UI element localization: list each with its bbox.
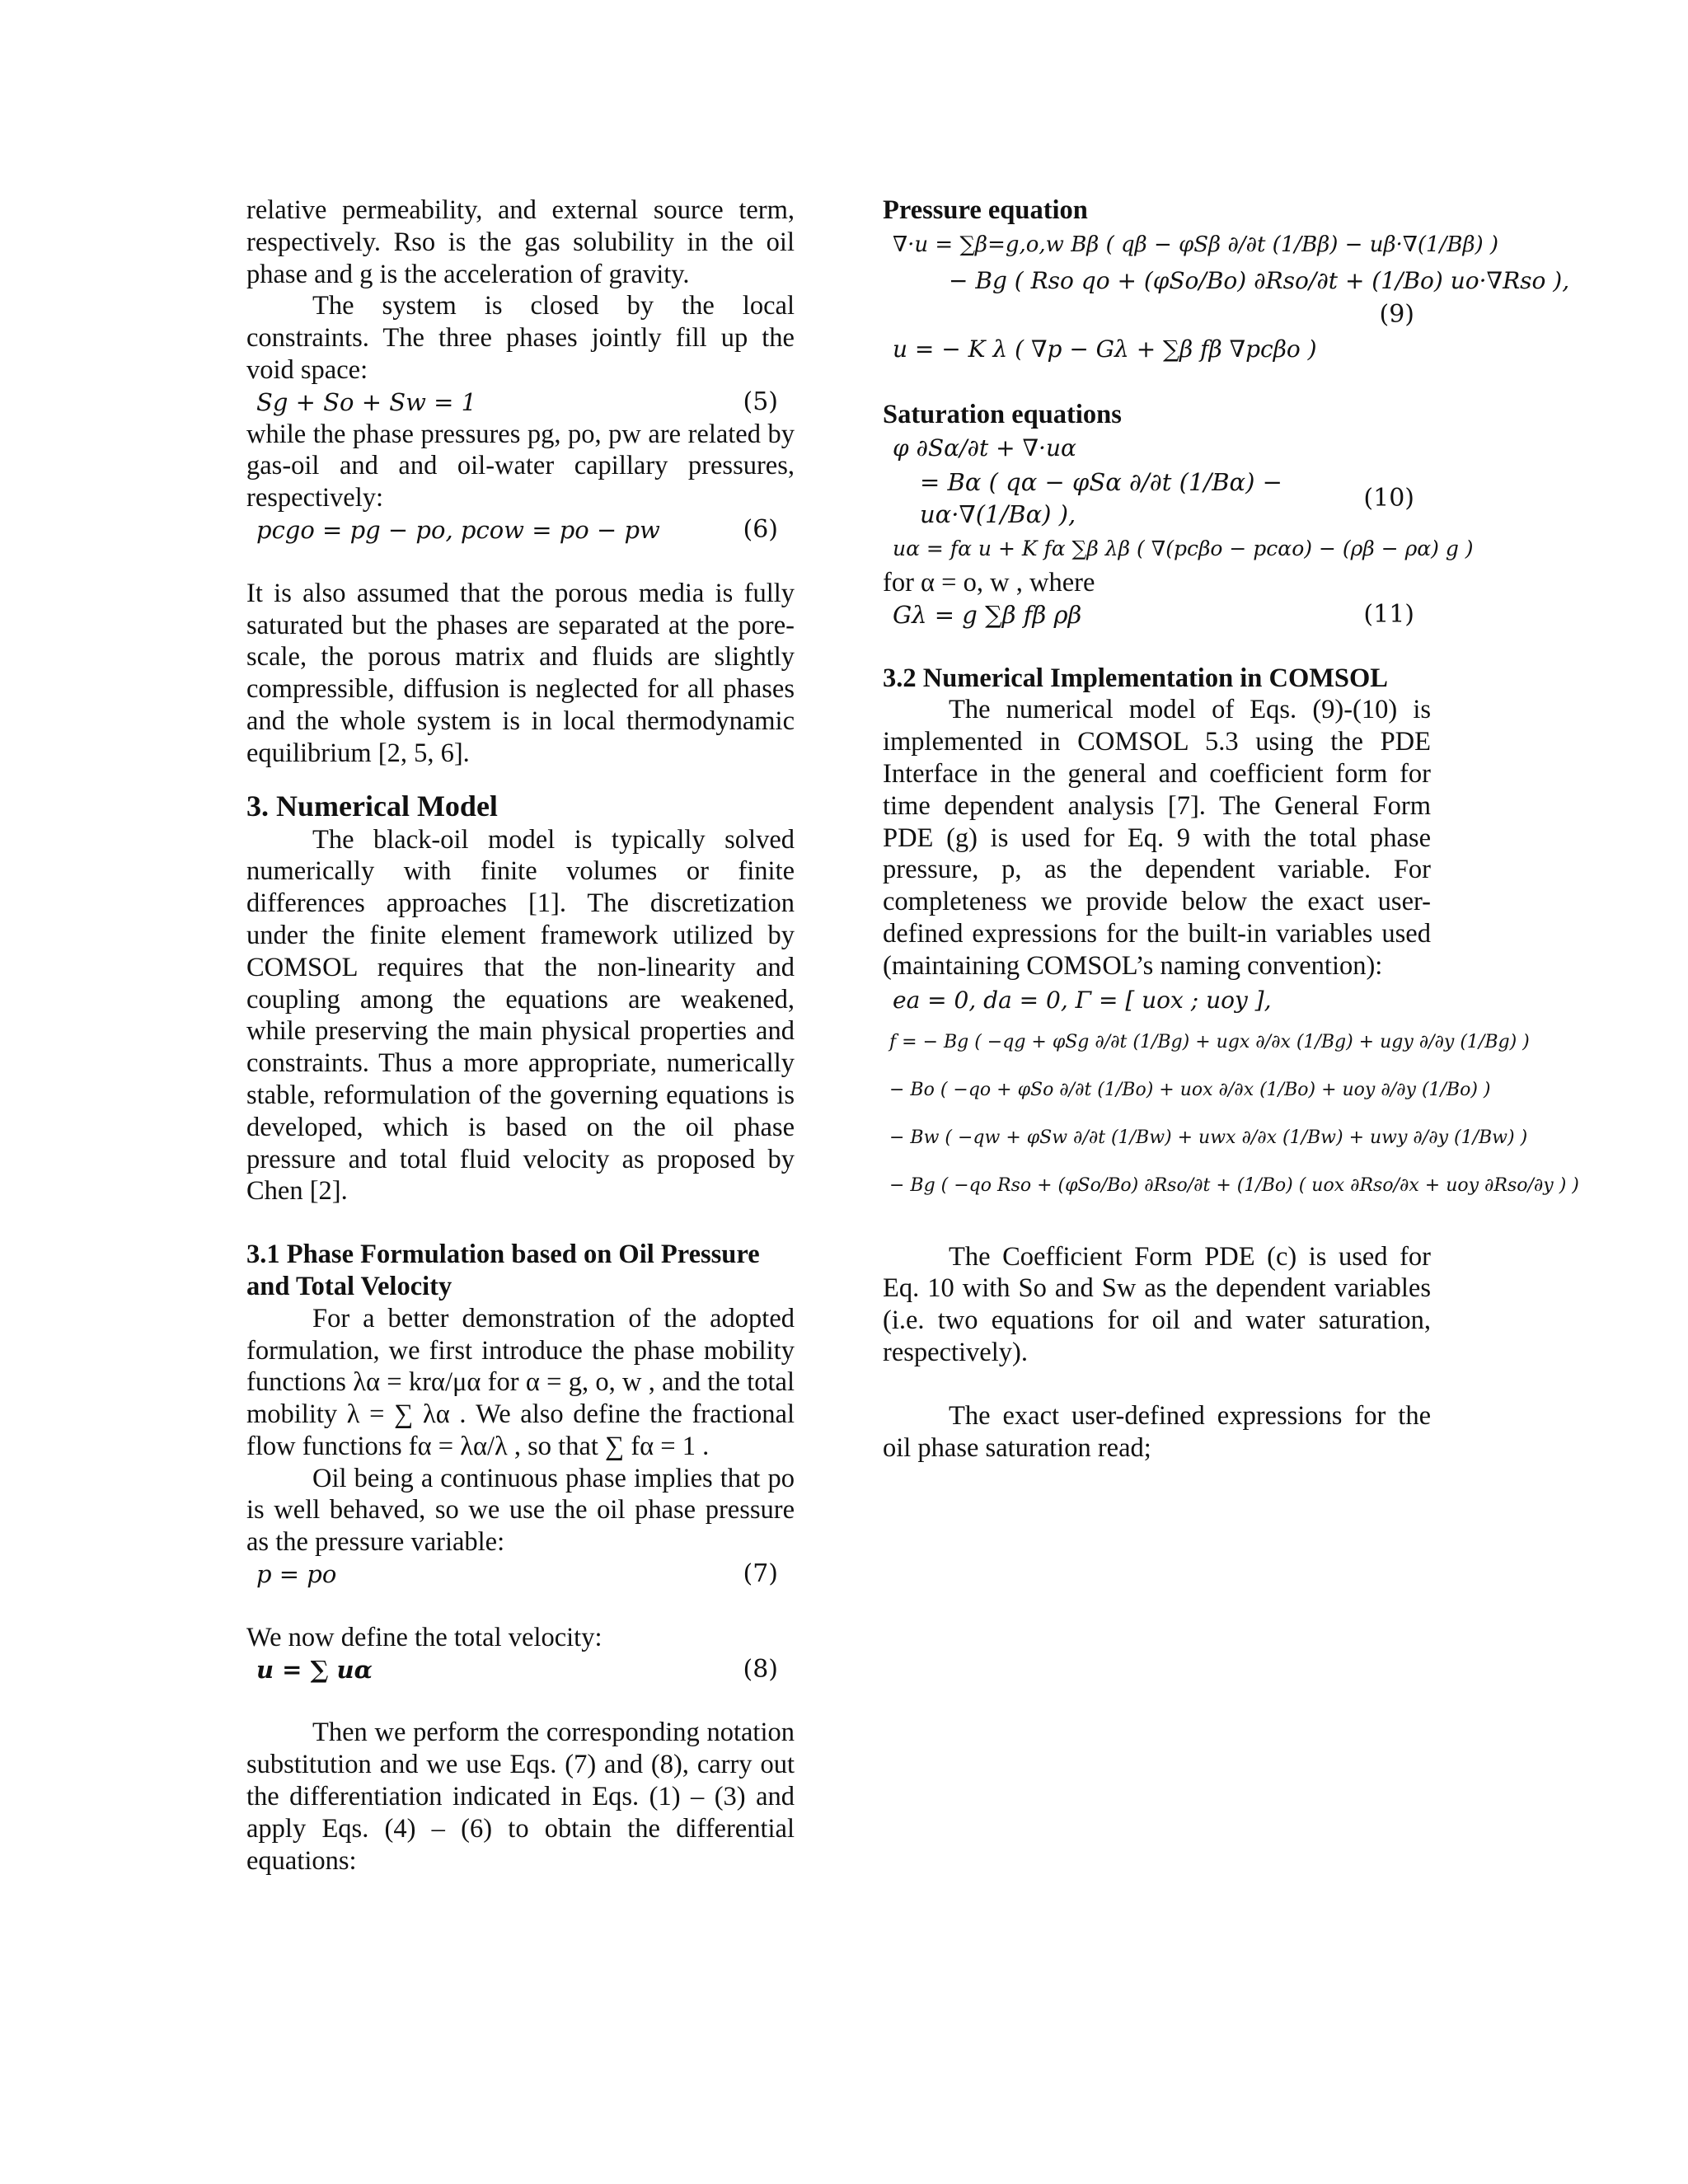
heading-saturation-equations: Saturation equations xyxy=(883,399,1122,429)
equation-5 xyxy=(246,387,795,419)
equation-8 xyxy=(246,1654,795,1686)
equation-11-formula: Gλ = g ∑β fβ ρβ xyxy=(893,600,1082,629)
paragraph-substitution: Then we perform the corresponding notation substitution and we use Eqs. (7) and (8), carry out the differentiation indicated in Eqs. (1) – (3) and apply Eqs. (4) – (6) to obtain the differential equations: xyxy=(246,1718,795,1876)
equation-6 xyxy=(246,514,795,546)
equation-7-formula: p = po xyxy=(256,1560,337,1589)
heading-pressure-equation: Pressure equation xyxy=(883,195,1088,225)
equation-11-number: (11) xyxy=(1363,599,1414,629)
equation-9-number: (9) xyxy=(1379,299,1414,329)
paragraph-oil-saturation: The exact user-defined expressions for the oil phase saturation read; xyxy=(883,1400,1431,1463)
paragraph-total-velocity: We now define the total velocity: xyxy=(246,1622,603,1652)
equation-10-line-1: φ ∂Sα/∂t + ∇·uα xyxy=(893,434,1076,462)
equation-10-line-3: uα = fα u + K fα ∑β λβ ( ∇(pcβo − pcαo) − (ρβ − ρα) g ) xyxy=(893,536,1474,560)
paragraph-mobility: For a better demonstration of the adopted formulation, we first introduce the phase mobility functions λα = krα/μα for α = g, o, w , and the total mobility λ = ∑ λα . We also define the fractional flow functions fα = λα/λ , so that ∑ fα = 1 . xyxy=(246,1303,795,1461)
equation-9-line-1: ∇·u = ∑β=g,o,w Bβ ( qβ − φSβ ∂/∂t (1/Bβ) − uβ·∇(1/Bβ) ) xyxy=(893,232,1499,257)
equation-7 xyxy=(246,1558,795,1591)
equation-8-number: (8) xyxy=(743,1654,778,1684)
equation-5-formula: Sg + So + Sw = 1 xyxy=(256,387,477,416)
equation-9-line-2: − Bg ( Rso qo + (φSo/Bo) ∂Rso/∂t + (1/Bo) uo·∇Rso ), xyxy=(949,266,1570,294)
paragraph-constraints: The system is closed by the local constraints. The three phases jointly fill up the void space: xyxy=(246,291,795,385)
equation-9-line-3: u = − K λ ( ∇p − Gλ + ∑β fβ ∇pcβo ) xyxy=(893,335,1317,363)
paragraph-assumptions: It is also assumed that the porous media is fully saturated but the phases are separated at the pore-scale, the porous matrix and fluids are slightly compressible, diffusion is neglected for all phases and the whole system is in local thermodynamic equilibrium [2, 5, 6]. xyxy=(246,578,795,768)
paragraph-black-oil: The black-oil model is typically solved numerically with finite volumes or finite differences approaches [1]. The discretization under the finite element framework utilized by COMSOL requires that the non-linearity and coupling among the equations are weakened, while preserving the main physical properties and constraints. Thus a more appropriate, numerically stable, reformulation of the governing equations is developed, which is based on the oil phase pressure and total fluid velocity as proposed by Chen [2]. xyxy=(246,824,795,1207)
left-column xyxy=(246,194,795,1877)
equation-f-line-3: − Bw ( −qw + φSw ∂/∂t (1/Bw) + uwx ∂/∂x (1/Bw) + uwy ∂/∂y (1/Bw) ) xyxy=(889,1127,1528,1148)
equation-7-number: (7) xyxy=(743,1559,778,1589)
equation-10-line-2-row xyxy=(883,466,1431,531)
equation-gamma: ea = 0, da = 0, Γ = [ uox ; uoy ], xyxy=(893,986,1272,1014)
right-column xyxy=(883,194,1579,1464)
paragraph-oil-phase: Oil being a continuous phase implies that po is well behaved, so we use the oil phase pressure as the pressure variable: xyxy=(246,1463,795,1558)
equation-6-number: (6) xyxy=(743,514,778,544)
equation-f-line-4: − Bg ( −qo Rso + (φSo/Bo) ∂Rso/∂t + (1/Bo) ( uox ∂Rso/∂x + uoy ∂Rso/∂y ) ) xyxy=(889,1174,1579,1196)
section-heading-numerical-model: 3. Numerical Model xyxy=(246,789,498,823)
equation-10-line-2: = Bα ( qα − φSα ∂/∂t (1/Bα) − uα·∇(1/Bα) ), xyxy=(920,468,1282,529)
equation-f-line-2: − Bo ( −qo + φSo ∂/∂t (1/Bo) + uox ∂/∂x (1/Bo) + uoy ∂/∂y (1/Bo) ) xyxy=(889,1079,1491,1100)
equation-5-number: (5) xyxy=(743,387,778,416)
paragraph-implementation: The numerical model of Eqs. (9)-(10) is implemented in COMSOL 5.3 using the PDE Interface in the general and coefficient form for time dependent analysis [7]. The General Form PDE (g) is used for Eq. 9 with the total phase pressure, p, as the dependent variable. For completeness we provide below the exact user-defined expressions for the built-in variables used (maintaining COMSOL’s naming convention): xyxy=(883,695,1431,981)
subsection-heading-3-1: 3.1 Phase Formulation based on Oil Pressure and Total Velocity xyxy=(246,1240,760,1301)
equation-9-number-row xyxy=(883,299,1431,331)
equation-6-formula: pcgo = pg − po, pcow = po − pw xyxy=(256,515,660,544)
equation-8-formula: u = ∑ uα xyxy=(256,1655,373,1684)
equation-11 xyxy=(883,599,1431,631)
text-for-where: for α = o, w , where xyxy=(883,567,1095,598)
subsection-heading-3-2: 3.2 Numerical Implementation in COMSOL xyxy=(883,663,1388,693)
paragraph-intro: relative permeability, and external source term, respectively. Rso is the gas solubility in the oil phase and g is the acceleration of gravity. xyxy=(246,195,795,289)
equation-f-line-1: f = − Bg ( −qg + φSg ∂/∂t (1/Bg) + ugx ∂/∂x (1/Bg) + ugy ∂/∂y (1/Bg) ) xyxy=(889,1031,1530,1052)
paragraph-pressures: while the phase pressures pg, po, pw are related by gas-oil and and oil-water capillary pressures, respectively: xyxy=(246,419,795,513)
equation-10-number: (10) xyxy=(1363,483,1414,513)
paragraph-coefficient-form: The Coefficient Form PDE (c) is used for Eq. 10 with So and Sw as the dependent variables (i.e. two equations for oil and water saturation, respectively). xyxy=(883,1241,1431,1367)
